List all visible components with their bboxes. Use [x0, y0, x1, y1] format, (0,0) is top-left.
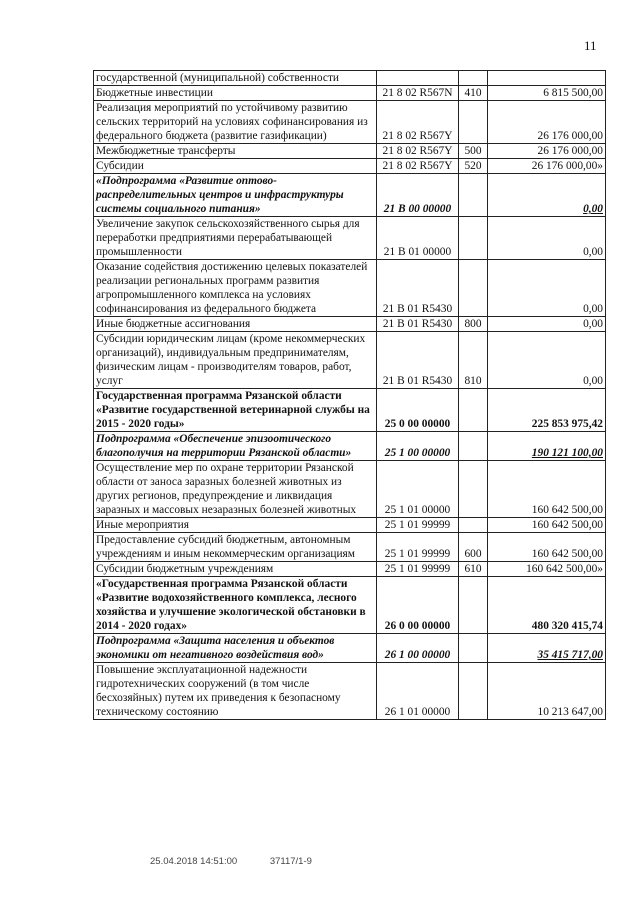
row-name-cell: Оказание содействия достижению целевых показателей реализации региональных программ развития агропромышленного комплекса на условиях софинансирования из федерального бюджета [94, 260, 377, 317]
row-sum-cell: 10 213 647,00 [488, 663, 606, 720]
row-name-cell: «Государственная программа Рязанской области «Развитие водохозяйственного комплекса, лесного хозяйства и улучшение экологической обстановки в 2014 - 2020 годах» [94, 577, 377, 634]
row-sum-cell: 160 642 500,00 [488, 518, 606, 533]
row-expense-type-cell [459, 461, 488, 518]
row-expense-type-cell [459, 432, 488, 461]
table-row [94, 260, 606, 317]
row-sum-cell: 0,00 [488, 260, 606, 317]
row-code-cell: 26 0 00 00000 [377, 577, 459, 634]
row-expense-type-cell [459, 389, 488, 432]
table-row [94, 101, 606, 144]
page-number: 11 [584, 38, 597, 53]
row-name-cell: Осуществление мер по охране территории Рязанской области от заноса заразных болезней животных из других регионов, предупреждение и ликвидация заразных и массовых незаразных болезней животных [94, 461, 377, 518]
table-row [94, 577, 606, 634]
row-code-cell [377, 71, 459, 86]
row-name-cell: Субсидии [94, 159, 377, 174]
row-expense-type-cell [459, 71, 488, 86]
row-expense-type-cell [459, 260, 488, 317]
row-sum-cell: 26 176 000,00 [488, 101, 606, 144]
table-row [94, 217, 606, 260]
row-code-cell: 21 В 00 00000 [377, 174, 459, 217]
row-sum-cell: 0,00 [488, 217, 606, 260]
row-name-cell: Субсидии бюджетным учреждениям [94, 562, 377, 577]
table-row [94, 159, 606, 174]
row-code-cell: 25 1 01 99999 [377, 562, 459, 577]
row-code-cell: 21 8 02 R567Y [377, 159, 459, 174]
row-sum-cell: 26 176 000,00» [488, 159, 606, 174]
table-row [94, 663, 606, 720]
table-row [94, 634, 606, 663]
row-sum-cell: 225 853 975,42 [488, 389, 606, 432]
row-sum-cell: 0,00 [488, 332, 606, 389]
row-code-cell: 25 1 01 00000 [377, 461, 459, 518]
row-sum-cell: 6 815 500,00 [488, 86, 606, 101]
row-sum-cell: 160 642 500,00 [488, 533, 606, 562]
footer-timestamp: 25.04.2018 14:51:00 [150, 856, 238, 867]
table-row [94, 461, 606, 518]
row-code-cell: 21 8 02 R567Y [377, 144, 459, 159]
row-sum-cell: 160 642 500,00 [488, 461, 606, 518]
table-row [94, 174, 606, 217]
row-expense-type-cell: 520 [459, 159, 488, 174]
row-code-cell: 21 В 01 R5430 [377, 332, 459, 389]
table-row [94, 562, 606, 577]
row-name-cell: Реализация мероприятий по устойчивому развитию сельских территорий на условиях софинансирования из федерального бюджета (развитие газификации) [94, 101, 377, 144]
table-row [94, 533, 606, 562]
row-sum-cell: 160 642 500,00» [488, 562, 606, 577]
row-code-cell: 21 8 02 R567Y [377, 101, 459, 144]
row-code-cell: 21 В 01 00000 [377, 217, 459, 260]
row-name-cell: Предоставление субсидий бюджетным, автономным учреждениям и иным некоммерческим организациям [94, 533, 377, 562]
row-name-cell: Подпрограмма «Защита населения и объектов экономики от негативного воздействия вод» [94, 634, 377, 663]
row-name-cell: Подпрограмма «Обеспечение эпизоотического благополучия на территории Рязанской области» [94, 432, 377, 461]
table-row [94, 71, 606, 86]
table-row [94, 332, 606, 389]
row-name-cell: Субсидии юридическим лицам (кроме некоммерческих организаций), индивидуальным предпринимателям, физическим лицам - производителям товаров, работ, услуг [94, 332, 377, 389]
row-expense-type-cell [459, 518, 488, 533]
row-name-cell: Государственная программа Рязанской области «Развитие государственной ветеринарной службы на 2015 - 2020 годы» [94, 389, 377, 432]
row-name-cell: Межбюджетные трансферты [94, 144, 377, 159]
table-row [94, 518, 606, 533]
row-expense-type-cell [459, 101, 488, 144]
table-row [94, 389, 606, 432]
row-sum-cell: 480 320 415,74 [488, 577, 606, 634]
row-sum-cell: 0,00 [488, 174, 606, 217]
row-sum-cell [488, 71, 606, 86]
row-expense-type-cell: 410 [459, 86, 488, 101]
document-footer [150, 856, 312, 867]
table-row [94, 317, 606, 332]
row-name-cell: Бюджетные инвестиции [94, 86, 377, 101]
row-expense-type-cell: 500 [459, 144, 488, 159]
row-expense-type-cell [459, 634, 488, 663]
row-sum-cell: 0,00 [488, 317, 606, 332]
table-row [94, 144, 606, 159]
row-expense-type-cell [459, 174, 488, 217]
row-sum-cell: 190 121 100,00 [488, 432, 606, 461]
row-sum-cell: 26 176 000,00 [488, 144, 606, 159]
footer-doc-code: 37117/1-9 [269, 856, 312, 867]
row-code-cell: 25 1 01 99999 [377, 518, 459, 533]
row-code-cell: 26 1 00 00000 [377, 634, 459, 663]
table-row [94, 86, 606, 101]
row-expense-type-cell [459, 663, 488, 720]
row-expense-type-cell [459, 577, 488, 634]
row-name-cell: Иные мероприятия [94, 518, 377, 533]
row-code-cell: 21 8 02 R567N [377, 86, 459, 101]
row-expense-type-cell: 600 [459, 533, 488, 562]
table-row [94, 432, 606, 461]
row-code-cell: 21 В 01 R5430 [377, 317, 459, 332]
row-code-cell: 25 0 00 00000 [377, 389, 459, 432]
row-expense-type-cell: 800 [459, 317, 488, 332]
row-name-cell: Иные бюджетные ассигнования [94, 317, 377, 332]
row-code-cell: 26 1 01 00000 [377, 663, 459, 720]
row-expense-type-cell: 810 [459, 332, 488, 389]
row-expense-type-cell: 610 [459, 562, 488, 577]
row-name-cell: государственной (муниципальной) собственности [94, 71, 377, 86]
row-code-cell: 25 1 01 99999 [377, 533, 459, 562]
row-name-cell: Увеличение закупок сельскохозяйственного сырья для переработки предприятиями перерабатывающей промышленности [94, 217, 377, 260]
budget-table [93, 70, 606, 720]
row-name-cell: Повышение эксплуатационной надежности гидротехнических сооружений (в том числе бесхозяйных) путем их приведения к безопасному техническому состоянию [94, 663, 377, 720]
row-expense-type-cell [459, 217, 488, 260]
row-name-cell: «Подпрограмма «Развитие оптово-распределительных центров и инфраструктуры системы социального питания» [94, 174, 377, 217]
row-code-cell: 25 1 00 00000 [377, 432, 459, 461]
row-code-cell: 21 В 01 R5430 [377, 260, 459, 317]
row-sum-cell: 35 415 717,00 [488, 634, 606, 663]
